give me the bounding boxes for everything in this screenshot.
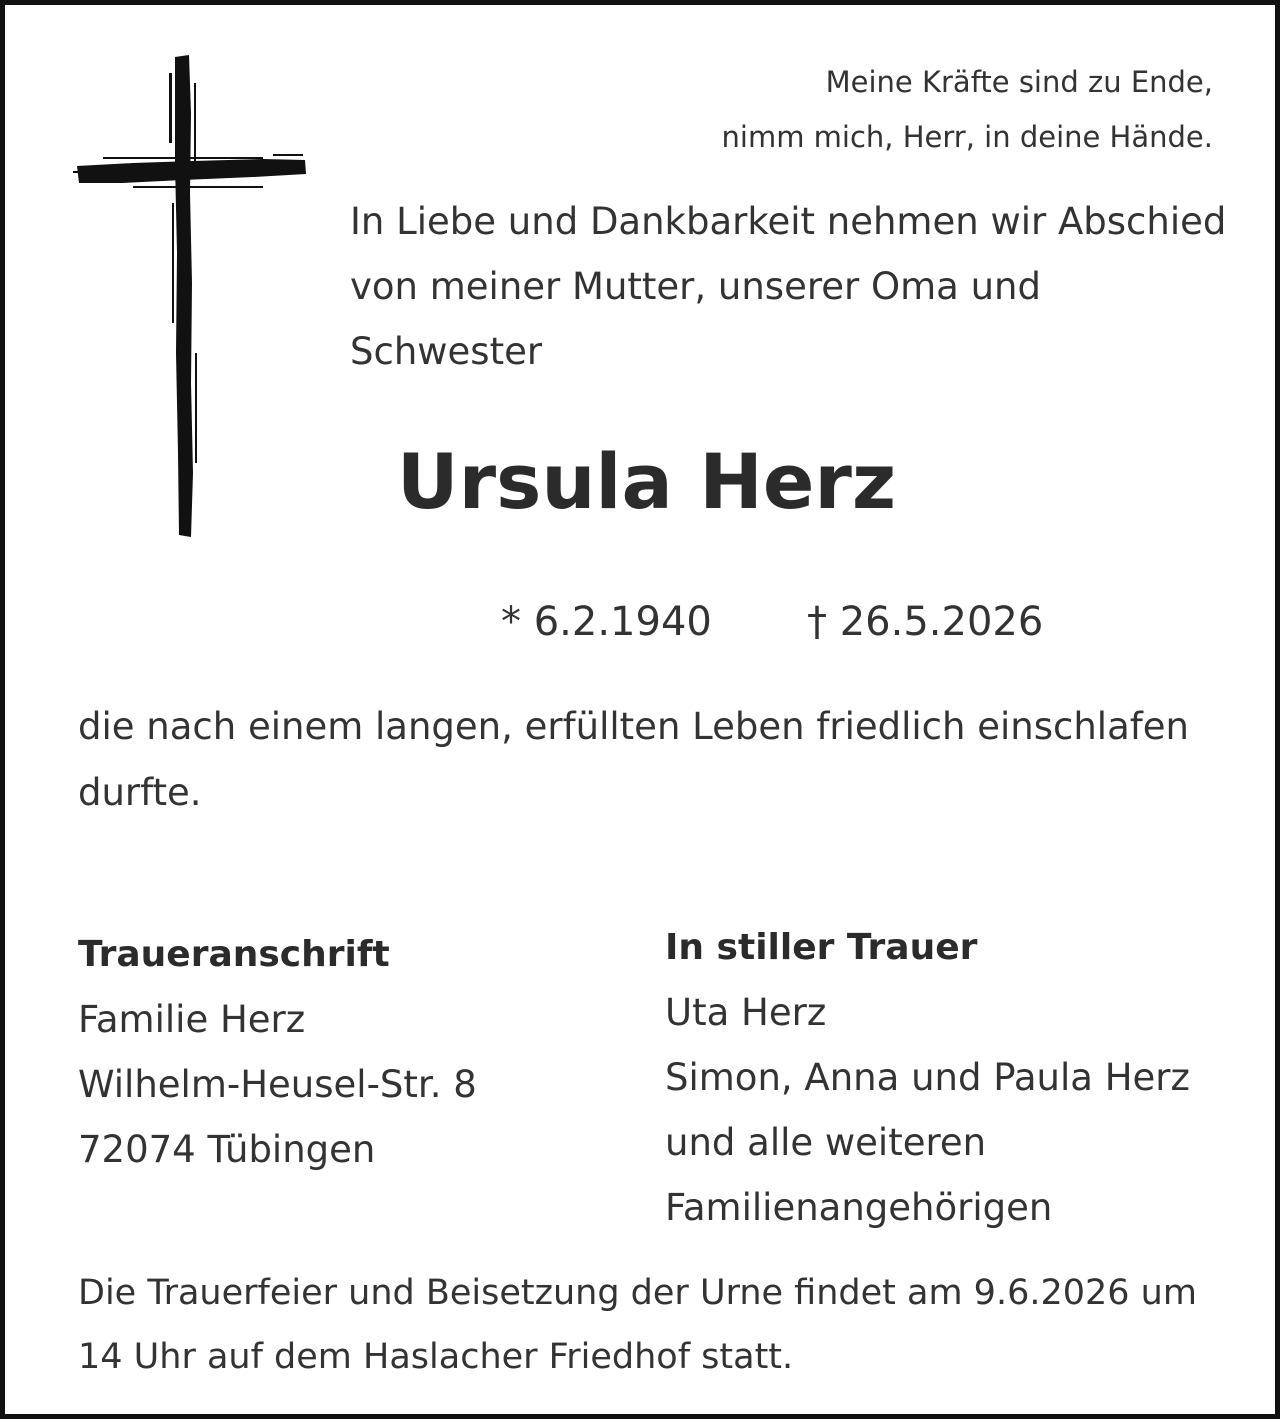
mourner-line: Uta Herz [665, 991, 827, 1034]
mourner-line: Familienangehörigen [665, 1186, 1053, 1229]
mourner-line: Simon, Anna und Paula Herz [665, 1056, 1190, 1099]
intro-text [350, 189, 1250, 384]
birth-date: * 6.2.1940 [501, 599, 712, 645]
mourning-address [78, 922, 477, 1182]
address-line: Wilhelm-Heusel-Str. 8 [78, 1063, 477, 1106]
motto-line: nimm mich, Herr, in deine Hände. [721, 120, 1213, 154]
ceremony-note [78, 1261, 1228, 1389]
deceased-name: Ursula Herz [396, 437, 897, 526]
intro-line: Schwester [350, 330, 543, 373]
passage-line: die nach einem langen, erfüllten Leben friedlich einschlafen [78, 705, 1189, 748]
intro-line: von meiner Mutter, unserer Oma und [350, 265, 1041, 308]
ceremony-line: 14 Uhr auf dem Haslacher Friedhof statt. [78, 1337, 794, 1377]
death-date: † 26.5.2026 [807, 599, 1044, 645]
address-heading: Traueranschrift [78, 934, 390, 975]
passage-line: durfte. [78, 771, 202, 814]
address-line: 72074 Tübingen [78, 1128, 376, 1171]
passage-text [78, 694, 1228, 826]
motto-line: Meine Kräfte sind zu Ende, [825, 65, 1213, 99]
address-line: Familie Herz [78, 998, 306, 1041]
mourners-list [665, 915, 1190, 1240]
ceremony-line: Die Trauerfeier und Beisetzung der Urne findet am 9.6.2026 um [78, 1273, 1197, 1313]
motto-verse [722, 55, 1213, 165]
mourner-line: und alle weiteren [665, 1121, 987, 1164]
mourners-heading: In stiller Trauer [665, 927, 978, 968]
intro-line: In Liebe und Dankbarkeit nehmen wir Abschied [350, 200, 1227, 243]
